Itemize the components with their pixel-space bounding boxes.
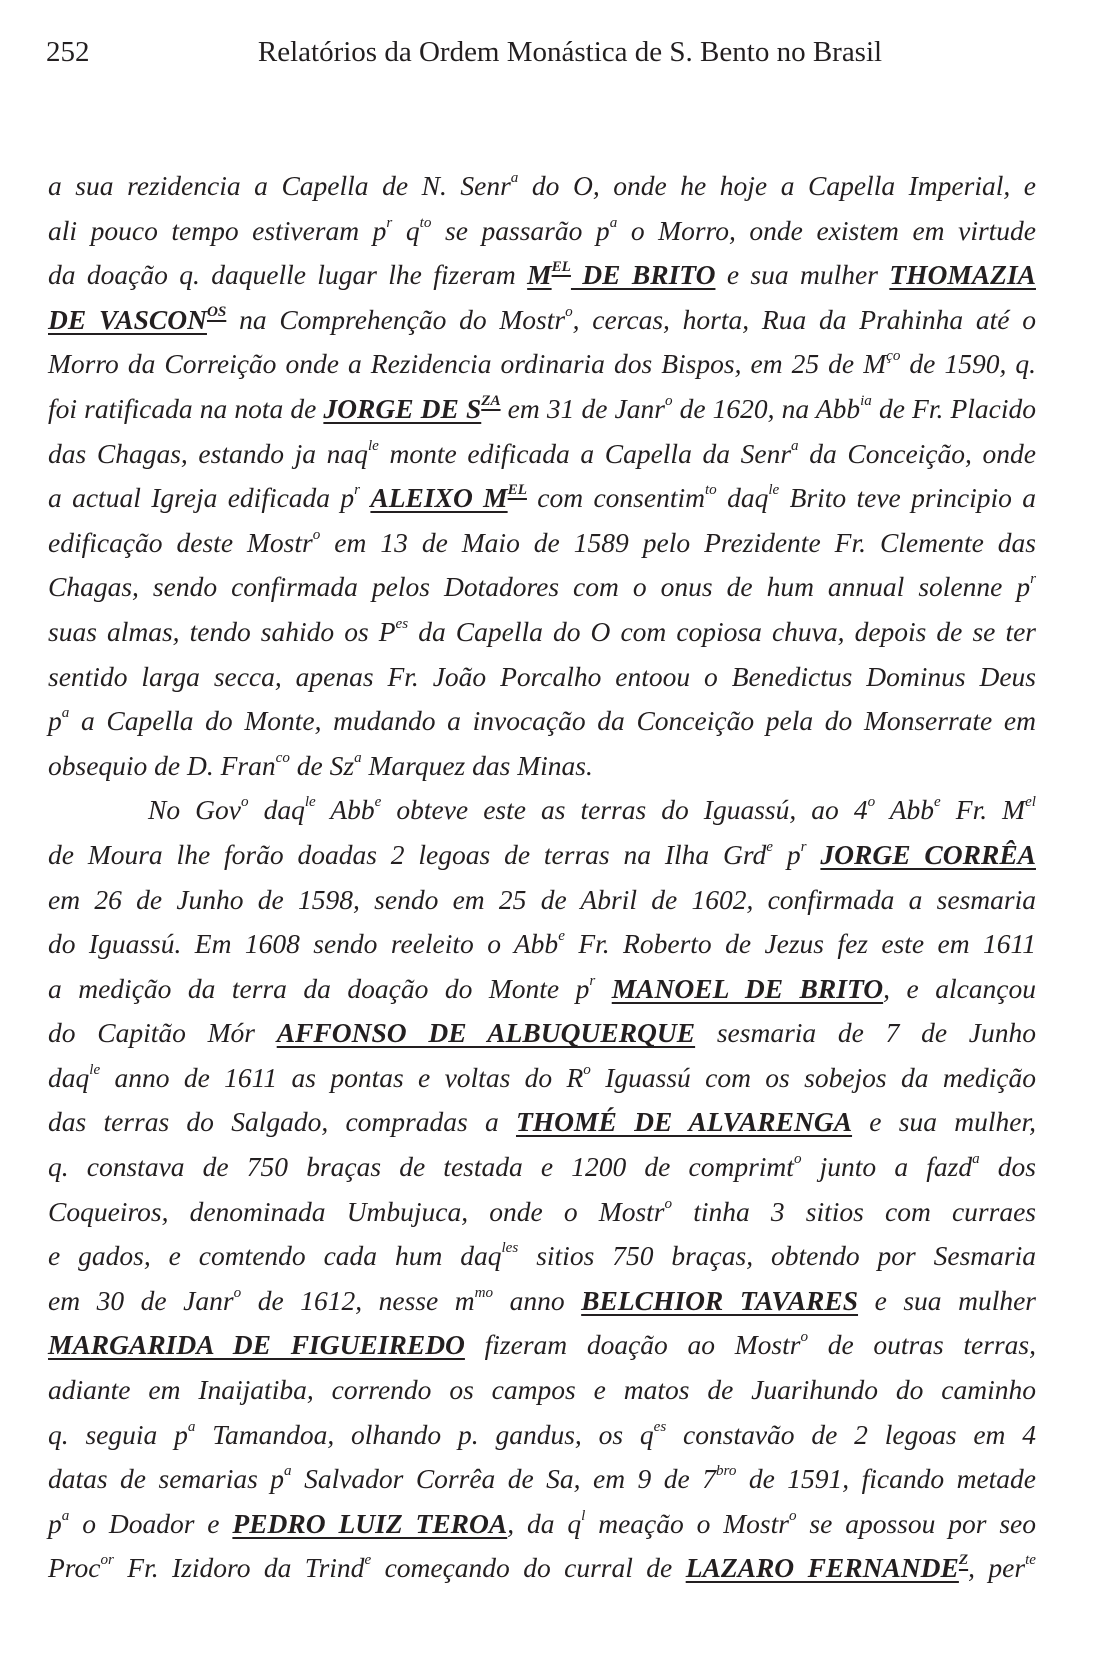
text-line: [48, 967, 1036, 1012]
superscript-abbrev: a: [354, 749, 362, 766]
text-run: dos: [979, 1151, 1037, 1183]
superscript-abbrev: l: [581, 1507, 586, 1524]
superscript-abbrev: o: [664, 393, 673, 410]
text-run: , per: [968, 1552, 1026, 1584]
text-run: de Moura lhe forão doadas 2 legoas de terras na Ilha Grd: [48, 838, 767, 870]
text-run: Chagas, sendo confirmada pelos Dotadores com o onus de hum annual solenne p: [48, 571, 1031, 603]
text-run: junto a fazd: [801, 1151, 973, 1183]
superscript-abbrev: o: [565, 303, 573, 320]
text-line: [48, 655, 1036, 700]
text-line: [48, 1100, 1036, 1145]
text-run: datas de semarias p: [48, 1463, 285, 1495]
text-line: [48, 253, 1036, 298]
page-header: [0, 28, 1100, 84]
text-line: [48, 788, 1036, 833]
superscript-abbrev: les: [501, 1240, 519, 1257]
proper-name: MANOEL DE BRITO: [611, 972, 884, 1004]
text-line: [48, 744, 1036, 789]
text-run: de Sz: [289, 749, 355, 781]
superscript-abbrev: a: [609, 214, 618, 231]
text-run: anno de 1611 as pontas e voltas do R: [100, 1061, 584, 1093]
superscript-abbrev: ZA: [481, 393, 501, 410]
text-run: de Fr. Placido: [871, 392, 1036, 424]
text-line: [48, 1145, 1036, 1190]
superscript-abbrev: o: [240, 794, 249, 811]
superscript-abbrev: a: [510, 170, 519, 187]
text-run: ali pouco tempo estiveram p: [48, 214, 387, 246]
superscript-abbrev: le: [304, 794, 316, 811]
text-run: e sua mulher,: [852, 1106, 1036, 1138]
text-line: [48, 1457, 1036, 1502]
superscript-abbrev: o: [788, 1507, 797, 1524]
text-run: Proc: [48, 1552, 101, 1584]
text-run: a sua rezidencia a Capella de N. Senr: [48, 170, 511, 201]
text-run: monte edificada a Capella da Senr: [378, 437, 792, 469]
superscript-abbrev: a: [791, 437, 799, 454]
text-run: p: [48, 705, 62, 737]
text-run: sesmaria de 7 de Junho: [695, 1017, 1037, 1049]
text-line: [48, 878, 1036, 923]
superscript-abbrev: r: [386, 214, 393, 231]
text-run: de 1620, na Abb: [672, 392, 861, 424]
text-line: [48, 833, 1036, 878]
proper-name: ALEIXO M: [370, 482, 508, 514]
text-run: Morro da Correição onde a Rezidencia ordinaria dos Bispos, em 25 de M: [48, 348, 887, 380]
superscript-abbrev: a: [972, 1151, 980, 1168]
superscript-abbrev: o: [793, 1151, 802, 1168]
text-run: da Capella do O com copiosa chuva, depois de se ter: [408, 615, 1036, 647]
text-run: Abb: [315, 794, 375, 826]
text-run: se passarão p: [431, 214, 610, 246]
text-run: [595, 973, 612, 1004]
superscript-abbrev: a: [284, 1463, 292, 1480]
superscript-abbrev: r: [1030, 571, 1036, 588]
text-run: a Capella do Monte, mudando a invocação da Conceição pela do Monserrate em: [69, 705, 1036, 737]
text-run: q. constava de 750 braças de testada e 1200 de comprimt: [48, 1151, 794, 1183]
text-line: [48, 209, 1036, 254]
text-line: [48, 476, 1036, 521]
text-line: [48, 1279, 1036, 1324]
superscript-abbrev: o: [800, 1329, 809, 1346]
text-run: [807, 839, 821, 870]
text-run: obteve este as terras do Iguassú, ao 4: [381, 794, 868, 826]
superscript-abbrev: o: [312, 526, 321, 543]
text-run: das Chagas, estando ja naq: [48, 437, 368, 469]
text-run: a medição da terra da doação do Monte p: [48, 972, 590, 1004]
text-run: Fr. Izidoro da Trind: [113, 1552, 365, 1584]
text-run: q. seguia p: [48, 1418, 188, 1450]
text-run: começando do curral de: [371, 1552, 686, 1584]
text-run: Fr. Roberto de Jezus fez este em 1611: [564, 928, 1036, 960]
superscript-abbrev: EL: [551, 259, 571, 276]
text-run: da doação q. daquelle lugar lhe fizeram: [48, 259, 528, 291]
text-run: Tamandoa, olhando p. gandus, os q: [195, 1418, 654, 1450]
superscript-abbrev: a: [61, 705, 70, 722]
text-run: p: [48, 1507, 62, 1539]
text-run: q: [392, 214, 420, 246]
text-line: [48, 1413, 1036, 1458]
superscript-abbrev: bro: [715, 1463, 737, 1480]
text-run: o Doador e: [69, 1507, 233, 1539]
text-run: com consentim: [526, 482, 705, 514]
superscript-abbrev: Z: [958, 1552, 969, 1569]
superscript-abbrev: le: [367, 437, 379, 454]
superscript-abbrev: e: [558, 928, 565, 945]
text-line: [48, 298, 1036, 343]
superscript-abbrev: o: [233, 1285, 242, 1301]
text-line: [48, 1056, 1036, 1101]
text-run: , da q: [507, 1507, 582, 1539]
text-run: e sua mulher: [715, 259, 890, 291]
text-run: Salvador Corrêa de Sa, em 9 de 7: [291, 1463, 716, 1495]
superscript-abbrev: le: [768, 482, 780, 499]
text-run: o Morro, onde existem em virtude: [617, 214, 1037, 246]
text-run: , e alcançou: [883, 972, 1037, 1004]
proper-name: JORGE DE S: [323, 392, 482, 424]
text-run: a actual Igreja edificada p: [48, 482, 355, 514]
superscript-abbrev: le: [89, 1062, 101, 1079]
superscript-abbrev: e: [364, 1552, 372, 1569]
text-run: sitios 750 braças, obtendo por Sesmaria: [518, 1240, 1037, 1272]
text-line: [48, 342, 1036, 387]
superscript-abbrev: r: [800, 839, 807, 856]
text-run: meação o Mostr: [585, 1507, 789, 1539]
text-line: [48, 1323, 1036, 1368]
text-line: [48, 387, 1036, 432]
proper-name: DE VASCON: [48, 303, 207, 335]
superscript-abbrev: o: [664, 1195, 673, 1212]
text-run: p: [773, 838, 801, 870]
proper-name: BELCHIOR TAVARES: [581, 1284, 859, 1316]
superscript-abbrev: EL: [507, 482, 527, 499]
text-run: da Conceição, onde: [798, 437, 1037, 469]
text-run: de outras terras,: [808, 1329, 1036, 1361]
superscript-abbrev: ia: [860, 393, 872, 410]
text-run: do O, onde he hoje a Capella Imperial, e: [518, 170, 1036, 201]
text-run: em 26 de Junho de 1598, sendo em 25 de Abril de 1602, confirmada a sesmaria: [48, 883, 1036, 915]
proper-name: AFFONSO DE ALBUQUERQUE: [276, 1017, 696, 1049]
text-line: [48, 1011, 1036, 1056]
superscript-abbrev: o: [583, 1062, 591, 1079]
text-line: [48, 1502, 1036, 1547]
text-run: Marquez das Minas.: [361, 749, 593, 781]
text-run: daq: [248, 794, 305, 826]
superscript-abbrev: e: [374, 794, 382, 811]
text-run: edificação deste Mostr: [48, 526, 313, 558]
text-run: em 30 de Janr: [48, 1284, 234, 1316]
text-run: Coqueiros, denominada Umbujuca, onde o Mostr: [48, 1195, 665, 1227]
text-run: constavão de 2 legoas em 4: [666, 1418, 1036, 1450]
text-line: [48, 610, 1036, 655]
text-run: Abb: [875, 794, 935, 826]
text-run: daq: [48, 1061, 90, 1093]
superscript-abbrev: el: [1025, 794, 1036, 811]
text-run: anno: [493, 1284, 582, 1316]
text-run: das terras do Salgado, compradas a: [48, 1106, 516, 1138]
superscript-abbrev: mo: [474, 1285, 494, 1301]
text-run: fizeram doação ao Mostr: [464, 1329, 801, 1361]
proper-name: PEDRO LUIZ TEROA: [232, 1507, 508, 1539]
text-run: suas almas, tendo sahido os P: [48, 615, 396, 647]
text-run: do Iguassú. Em 1608 sendo reeleito o Abb: [48, 928, 559, 960]
text-run: daq: [716, 482, 769, 514]
text-run: do Capitão Mór: [48, 1017, 277, 1049]
text-run: Iguassú com os sobejos da medição: [590, 1061, 1036, 1093]
superscript-abbrev: o: [867, 794, 876, 811]
superscript-abbrev: es: [653, 1418, 667, 1435]
text-run: e sua mulher: [858, 1284, 1036, 1316]
superscript-abbrev: r: [354, 482, 361, 499]
proper-name: MARGARIDA DE FIGUEIREDO: [48, 1329, 465, 1361]
text-run: Brito teve principio a: [779, 482, 1037, 514]
superscript-abbrev: r: [589, 972, 596, 989]
text-run: adiante em Inaijatiba, correndo os campos e matos de Juarihundo do caminho: [48, 1374, 1036, 1406]
text-line: [48, 432, 1036, 477]
page-number: 252: [46, 36, 90, 68]
superscript-abbrev: a: [61, 1507, 70, 1524]
text-run: , cercas, horta, Rua da Prahinha até o: [572, 303, 1036, 335]
text-run: de 1591, ficando metade: [736, 1463, 1036, 1495]
text-line: [48, 922, 1036, 967]
proper-name: JORGE CORRÊA: [820, 838, 1036, 870]
body-text: [48, 164, 1036, 1591]
superscript-abbrev: es: [395, 616, 409, 633]
superscript-abbrev: OS: [206, 303, 227, 320]
superscript-abbrev: to: [419, 214, 432, 231]
text-run: tinha 3 sitios com curraes: [672, 1195, 1036, 1227]
proper-name: LAZARO FERNANDE: [685, 1552, 959, 1584]
superscript-abbrev: e: [934, 794, 941, 811]
superscript-abbrev: ço: [886, 348, 901, 365]
text-run: sentido larga secca, apenas Fr. João Porcalho entoou o Benedictus Dominus Deus: [48, 660, 1036, 692]
text-run: de 1590, q.: [900, 348, 1036, 380]
superscript-abbrev: e: [766, 839, 774, 856]
superscript-abbrev: to: [704, 482, 717, 499]
text-run: e gados, e comtendo cada hum daq: [48, 1240, 502, 1272]
proper-name: DE BRITO: [570, 259, 716, 291]
superscript-abbrev: te: [1025, 1552, 1036, 1569]
text-run: obsequio de D. Fran: [48, 749, 276, 781]
proper-name: M: [527, 259, 552, 291]
text-run: Fr. M: [940, 794, 1026, 826]
text-line: [48, 1546, 1036, 1591]
text-run: em 13 de Maio de 1589 pelo Prezidente Fr. Clemente das: [320, 526, 1036, 558]
text-line: [48, 699, 1036, 744]
text-line: [48, 521, 1036, 566]
text-run: se apossou por seo: [796, 1507, 1037, 1539]
superscript-abbrev: or: [100, 1552, 114, 1569]
text-run: em 31 de Janr: [500, 392, 665, 424]
text-run: na Comprehenção do Mostr: [226, 303, 566, 335]
superscript-abbrev: a: [187, 1418, 196, 1435]
text-line: [48, 1234, 1036, 1279]
superscript-abbrev: co: [275, 749, 290, 766]
text-line: [48, 565, 1036, 610]
text-run: de 1612, nesse m: [241, 1284, 475, 1316]
text-line: [48, 164, 1036, 209]
text-line: [48, 1190, 1036, 1235]
running-title: Relatórios da Ordem Monástica de S. Bento no Brasil: [257, 36, 883, 68]
proper-name: THOMAZIA: [889, 259, 1036, 291]
text-line: [48, 1368, 1036, 1413]
proper-name: THOMÉ DE ALVARENGA: [515, 1106, 853, 1138]
text-run: foi ratificada na nota de: [48, 392, 324, 424]
text-run: [360, 482, 370, 513]
text-run: No Gov: [148, 794, 241, 826]
